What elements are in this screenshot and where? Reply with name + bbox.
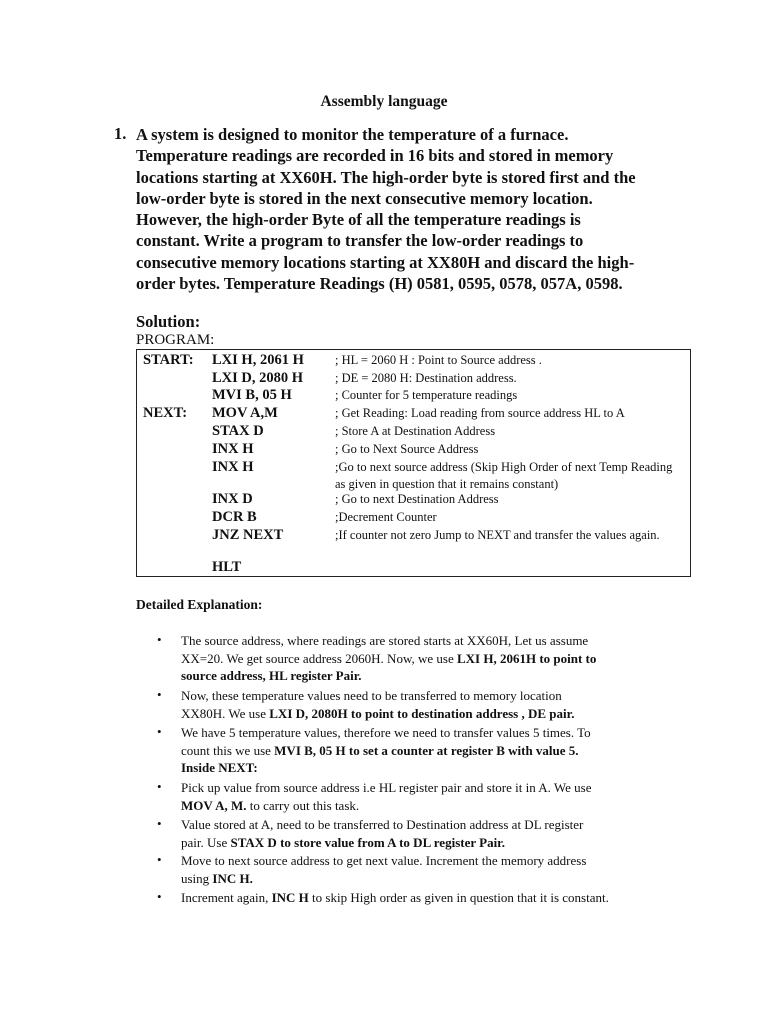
question-line: However, the high-order Byte of all the temperature readings is — [136, 210, 581, 230]
bullet-icon: • — [157, 632, 162, 647]
question-line: order bytes. Temperature Readings (H) 0581, 0595, 0578, 057A, 0598. — [136, 274, 623, 294]
question-line: consecutive memory locations starting at XX80H and discard the high- — [136, 252, 635, 272]
bullet-line — [181, 667, 681, 685]
program-label-cell: START: — [143, 352, 194, 368]
bullet-segment: to skip High order as given in question that it is constant. — [308, 890, 609, 905]
program-instruction: INX H — [212, 459, 254, 475]
bullet-bold-segment: MOV A, M. — [181, 797, 247, 813]
bullet-line — [181, 834, 681, 852]
bullet-segment: Increment again, — [181, 890, 272, 905]
program-comment: ; Get Reading: Load reading from source address HL to A — [335, 406, 625, 420]
bullet-text — [181, 779, 681, 814]
bullet-text — [181, 889, 681, 907]
bullet-line — [181, 687, 681, 705]
program-comment: ; Go to Next Source Address — [335, 442, 479, 456]
bullet-line — [181, 852, 681, 870]
bullet-text — [181, 632, 681, 685]
bullet-bold-segment: STAX D to store value from A to DL register Pair. — [230, 834, 506, 850]
program-comment: ;Go to next source address (Skip High Order of next Temp Reading as given in question that it remains constant) — [335, 460, 673, 491]
bullet-segment: We have 5 temperature values, therefore we need to transfer values 5 times. To — [181, 725, 591, 740]
program-label-cell: NEXT: — [143, 405, 188, 421]
bullet-text — [181, 687, 681, 722]
program-comment: ; Store A at Destination Address — [335, 424, 496, 438]
bullet-bold-segment: Inside NEXT: — [181, 760, 258, 775]
bullet-segment: Value stored at A, need to be transferred to Destination address at DL register — [181, 817, 584, 832]
program-instruction: JNZ NEXT — [212, 527, 284, 543]
bullet-segment: to carry out this task. — [246, 797, 360, 813]
bullet-icon: • — [157, 852, 162, 867]
bullet-bold-segment: LXI H, 2061H to point to — [456, 650, 597, 666]
bullet-line — [181, 779, 681, 797]
program-comment: ;Decrement Counter — [335, 510, 437, 524]
document-title: Assembly language — [320, 93, 448, 110]
bullet-line — [181, 650, 681, 668]
bullet-bold-segment: MVI B, 05 H to set a counter at register B with value 5. — [274, 742, 579, 758]
bullet-text — [181, 816, 681, 851]
question-line: Temperature readings are recorded in 16 bits and stored in memory — [136, 146, 614, 166]
bullet-bold-segment: INC H. — [212, 870, 253, 886]
program-instruction: INX D — [212, 491, 253, 507]
bullet-segment: count this we use — [181, 742, 275, 758]
program-code-box — [136, 349, 691, 577]
bullet-line — [181, 632, 681, 650]
program-instruction: MOV A,M — [212, 405, 278, 421]
question-number: 1. — [114, 124, 127, 143]
program-comment: ; DE = 2080 H: Destination address. — [335, 371, 517, 385]
bullet-icon: • — [157, 687, 162, 702]
bullet-icon: • — [157, 779, 162, 794]
bullet-text — [181, 724, 681, 777]
bullet-line — [181, 797, 681, 815]
bullet-segment: Move to next source address to get next value. Increment the memory address — [181, 853, 587, 868]
program-instruction: DCR B — [212, 509, 257, 525]
bullet-segment: XX=20. We get source address 2060H. Now, we use — [181, 650, 457, 666]
bullet-segment: Pick up value from source address i.e HL register pair and store it in A. We use — [181, 780, 592, 795]
detailed-explanation-heading: Detailed Explanation: — [136, 597, 263, 612]
solution-heading: Solution: — [136, 312, 201, 331]
bullet-line — [181, 724, 681, 742]
bullet-icon: • — [157, 724, 162, 739]
bullet-segment: using — [181, 870, 213, 886]
program-comment: ; Go to next Destination Address — [335, 492, 499, 506]
bullet-line — [181, 889, 681, 907]
question-text — [136, 124, 696, 294]
program-comment: ; HL = 2060 H : Point to Source address . — [335, 353, 542, 367]
program-label: PROGRAM: — [136, 332, 215, 348]
bullet-icon: • — [157, 816, 162, 831]
program-instruction: LXI D, 2080 H — [212, 370, 304, 386]
bullet-line — [181, 705, 681, 723]
question-line: locations starting at XX60H. The high-order byte is stored first and the — [136, 167, 636, 187]
bullet-line — [181, 759, 681, 777]
bullet-line — [181, 816, 681, 834]
program-instruction: HLT — [212, 559, 242, 575]
bullet-segment: pair. Use — [181, 834, 231, 850]
bullet-segment: XX80H. We use — [181, 705, 270, 721]
bullet-segment: Now, these temperature values need to be transferred to memory location — [181, 688, 562, 703]
bullet-line — [181, 870, 681, 888]
bullet-bold-segment: LXI D, 2080H to point to destination address , DE pair. — [269, 705, 575, 721]
program-instruction: INX H — [212, 441, 254, 457]
question-line: A system is designed to monitor the temperature of a furnace. — [136, 125, 569, 144]
bullet-line — [181, 742, 681, 760]
program-comment: ;If counter not zero Jump to NEXT and transfer the values again. — [335, 528, 660, 542]
question-line: low-order byte is stored in the next consecutive memory location. — [136, 188, 593, 208]
bullet-bold-segment: INC H — [271, 890, 309, 905]
bullet-text — [181, 852, 681, 887]
program-instruction: LXI H, 2061 H — [212, 352, 304, 368]
program-instruction: MVI B, 05 H — [212, 387, 292, 403]
bullet-icon: • — [157, 889, 162, 904]
bullet-bold-segment: source address, HL register Pair. — [181, 668, 362, 683]
question-line: constant. Write a program to transfer the low-order readings to — [136, 231, 584, 251]
program-comment: ; Counter for 5 temperature readings — [335, 388, 518, 402]
program-instruction: STAX D — [212, 423, 264, 439]
bullet-segment: The source address, where readings are stored starts at XX60H, Let us assume — [181, 633, 589, 648]
